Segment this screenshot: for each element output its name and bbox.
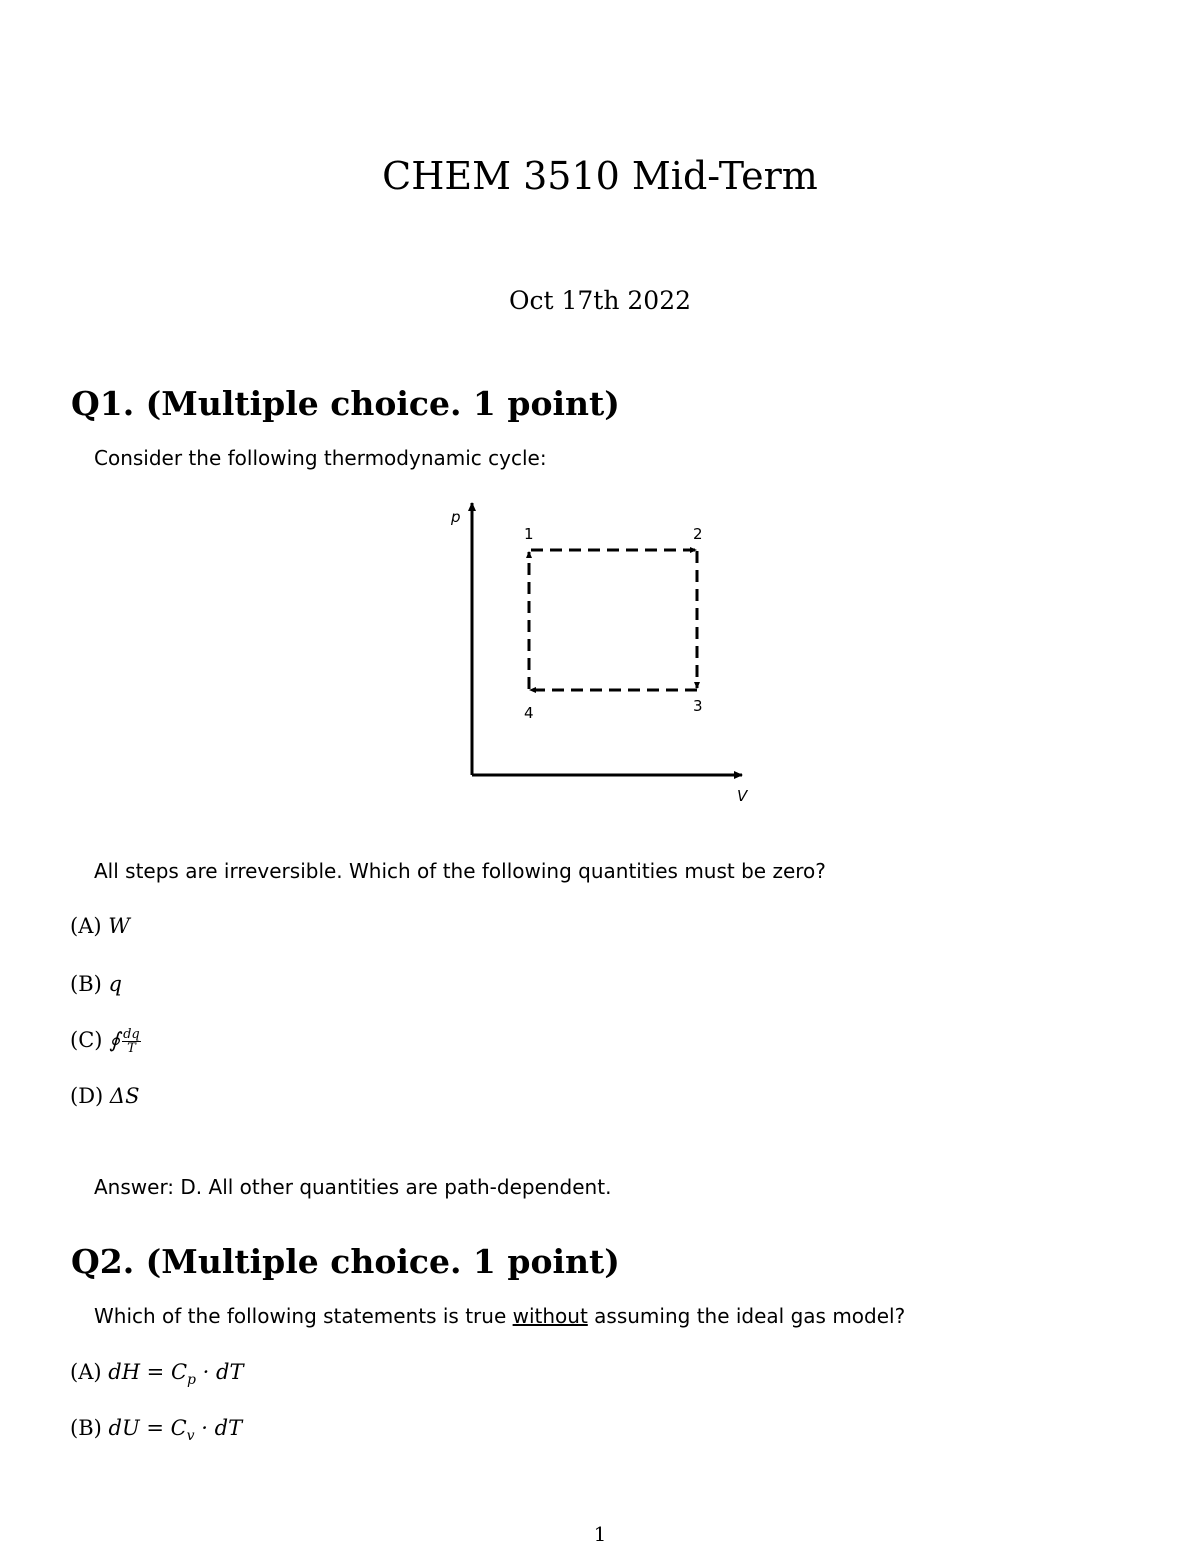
- q2-option-b: [70, 1413, 242, 1451]
- option-label: (A): [70, 1360, 102, 1384]
- x-axis-label: V: [737, 787, 748, 805]
- page-title: CHEM 3510 Mid-Term: [382, 154, 818, 198]
- option-label: (D): [70, 1084, 104, 1108]
- dq-over-t-fraction: [122, 1028, 141, 1055]
- option-lhs: dH = C: [108, 1360, 188, 1384]
- q1-answer: Answer: D. All other quantities are path-dependent.: [94, 1175, 612, 1199]
- option-subscript: v: [186, 1428, 195, 1445]
- q1-question: All steps are irreversible. Which of the following quantities must be zero?: [94, 859, 826, 883]
- fraction-numerator: dq: [123, 1027, 140, 1042]
- q1-intro: Consider the following thermodynamic cycle:: [94, 446, 547, 470]
- y-axis-label: p: [451, 508, 461, 526]
- option-rhs: · dT: [196, 1360, 244, 1384]
- option-lhs: dU = C: [108, 1416, 187, 1440]
- point-label-1: 1: [524, 525, 534, 543]
- page-number: 1: [593, 1522, 607, 1546]
- option-label: (C): [70, 1028, 103, 1052]
- option-subscript: p: [187, 1372, 196, 1389]
- fraction-denominator: T: [127, 1041, 136, 1056]
- q2-question-emphasis: without: [512, 1304, 588, 1328]
- q2-question: [94, 1302, 905, 1330]
- q1-option-d: [70, 1081, 139, 1111]
- option-label: (B): [70, 1416, 102, 1440]
- point-label-3: 3: [693, 697, 703, 715]
- q2-option-a: [70, 1357, 243, 1395]
- point-label-4: 4: [524, 704, 534, 722]
- q1-option-a: [70, 911, 130, 941]
- pv-cycle-diagram: [440, 495, 770, 815]
- exam-date: Oct 17th 2022: [508, 286, 692, 315]
- option-expr: ΔS: [109, 1084, 140, 1108]
- option-expr: W: [108, 914, 130, 938]
- q1-heading: Q1. (Multiple choice. 1 point): [71, 384, 620, 423]
- q2-question-start: Which of the following statements is true: [94, 1304, 513, 1328]
- point-label-2: 2: [693, 525, 703, 543]
- option-rhs: · dT: [194, 1416, 243, 1440]
- q2-heading: Q2. (Multiple choice. 1 point): [71, 1242, 620, 1281]
- q1-option-b: [70, 969, 122, 999]
- contour-integral-symbol: ∮: [109, 1028, 121, 1052]
- q1-option-c: [70, 1025, 141, 1055]
- option-expr: q: [108, 972, 122, 996]
- option-label: (A): [70, 914, 102, 938]
- option-label: (B): [70, 972, 102, 996]
- q2-question-end: assuming the ideal gas model?: [587, 1304, 906, 1328]
